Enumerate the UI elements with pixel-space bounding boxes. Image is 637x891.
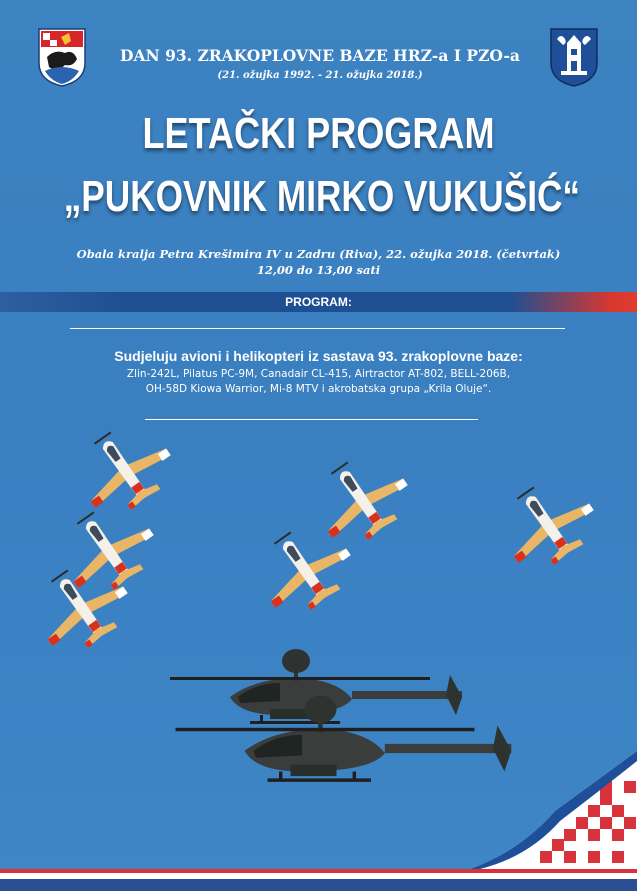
aircraft-list-line-2: OH-58D Kiowa Warrior, Mi-8 MTV i akrobatska grupa „Krila Oluje“. <box>145 383 492 395</box>
plane-1 <box>64 420 183 526</box>
header-dates: (21. ožujka 1992. - 21. ožujka 2018.) <box>217 70 423 81</box>
plane-5 <box>244 511 363 626</box>
time-text: 12,00 do 13,00 sati <box>256 263 381 277</box>
aircraft-list-line-1: Zlin-242L, Pilatus PC-9M, Canadair CL-415, Airtractor AT-802, BELL-206B, <box>126 368 511 380</box>
program-label: PROGRAM: <box>285 295 352 309</box>
checkered-ribbon-decoration <box>0 691 637 891</box>
participants-intro: Sudjeluju avioni i helikopteri iz sastava 93. zrakoplovne baze: <box>114 348 523 364</box>
plane-6 <box>487 466 606 581</box>
plane-4 <box>301 441 420 556</box>
header-title: DAN 93. ZRAKOPLOVNE BAZE HRZ-a I PZO-a <box>120 46 520 65</box>
city-tower-crest-icon <box>549 27 599 87</box>
poster-title-line-2: „PUKOVNIK MIRKO VUKUŠIĆ“ <box>63 172 580 221</box>
poster-title-line-1: LETAČKI PROGRAM <box>142 109 495 158</box>
divider-line <box>70 328 565 329</box>
zadar-county-crest-icon <box>37 27 87 87</box>
venue-text: Obala kralja Petra Krešimira IV u Zadru (Riva), 22. ožujka 2018. (četvrtak) <box>76 247 561 261</box>
